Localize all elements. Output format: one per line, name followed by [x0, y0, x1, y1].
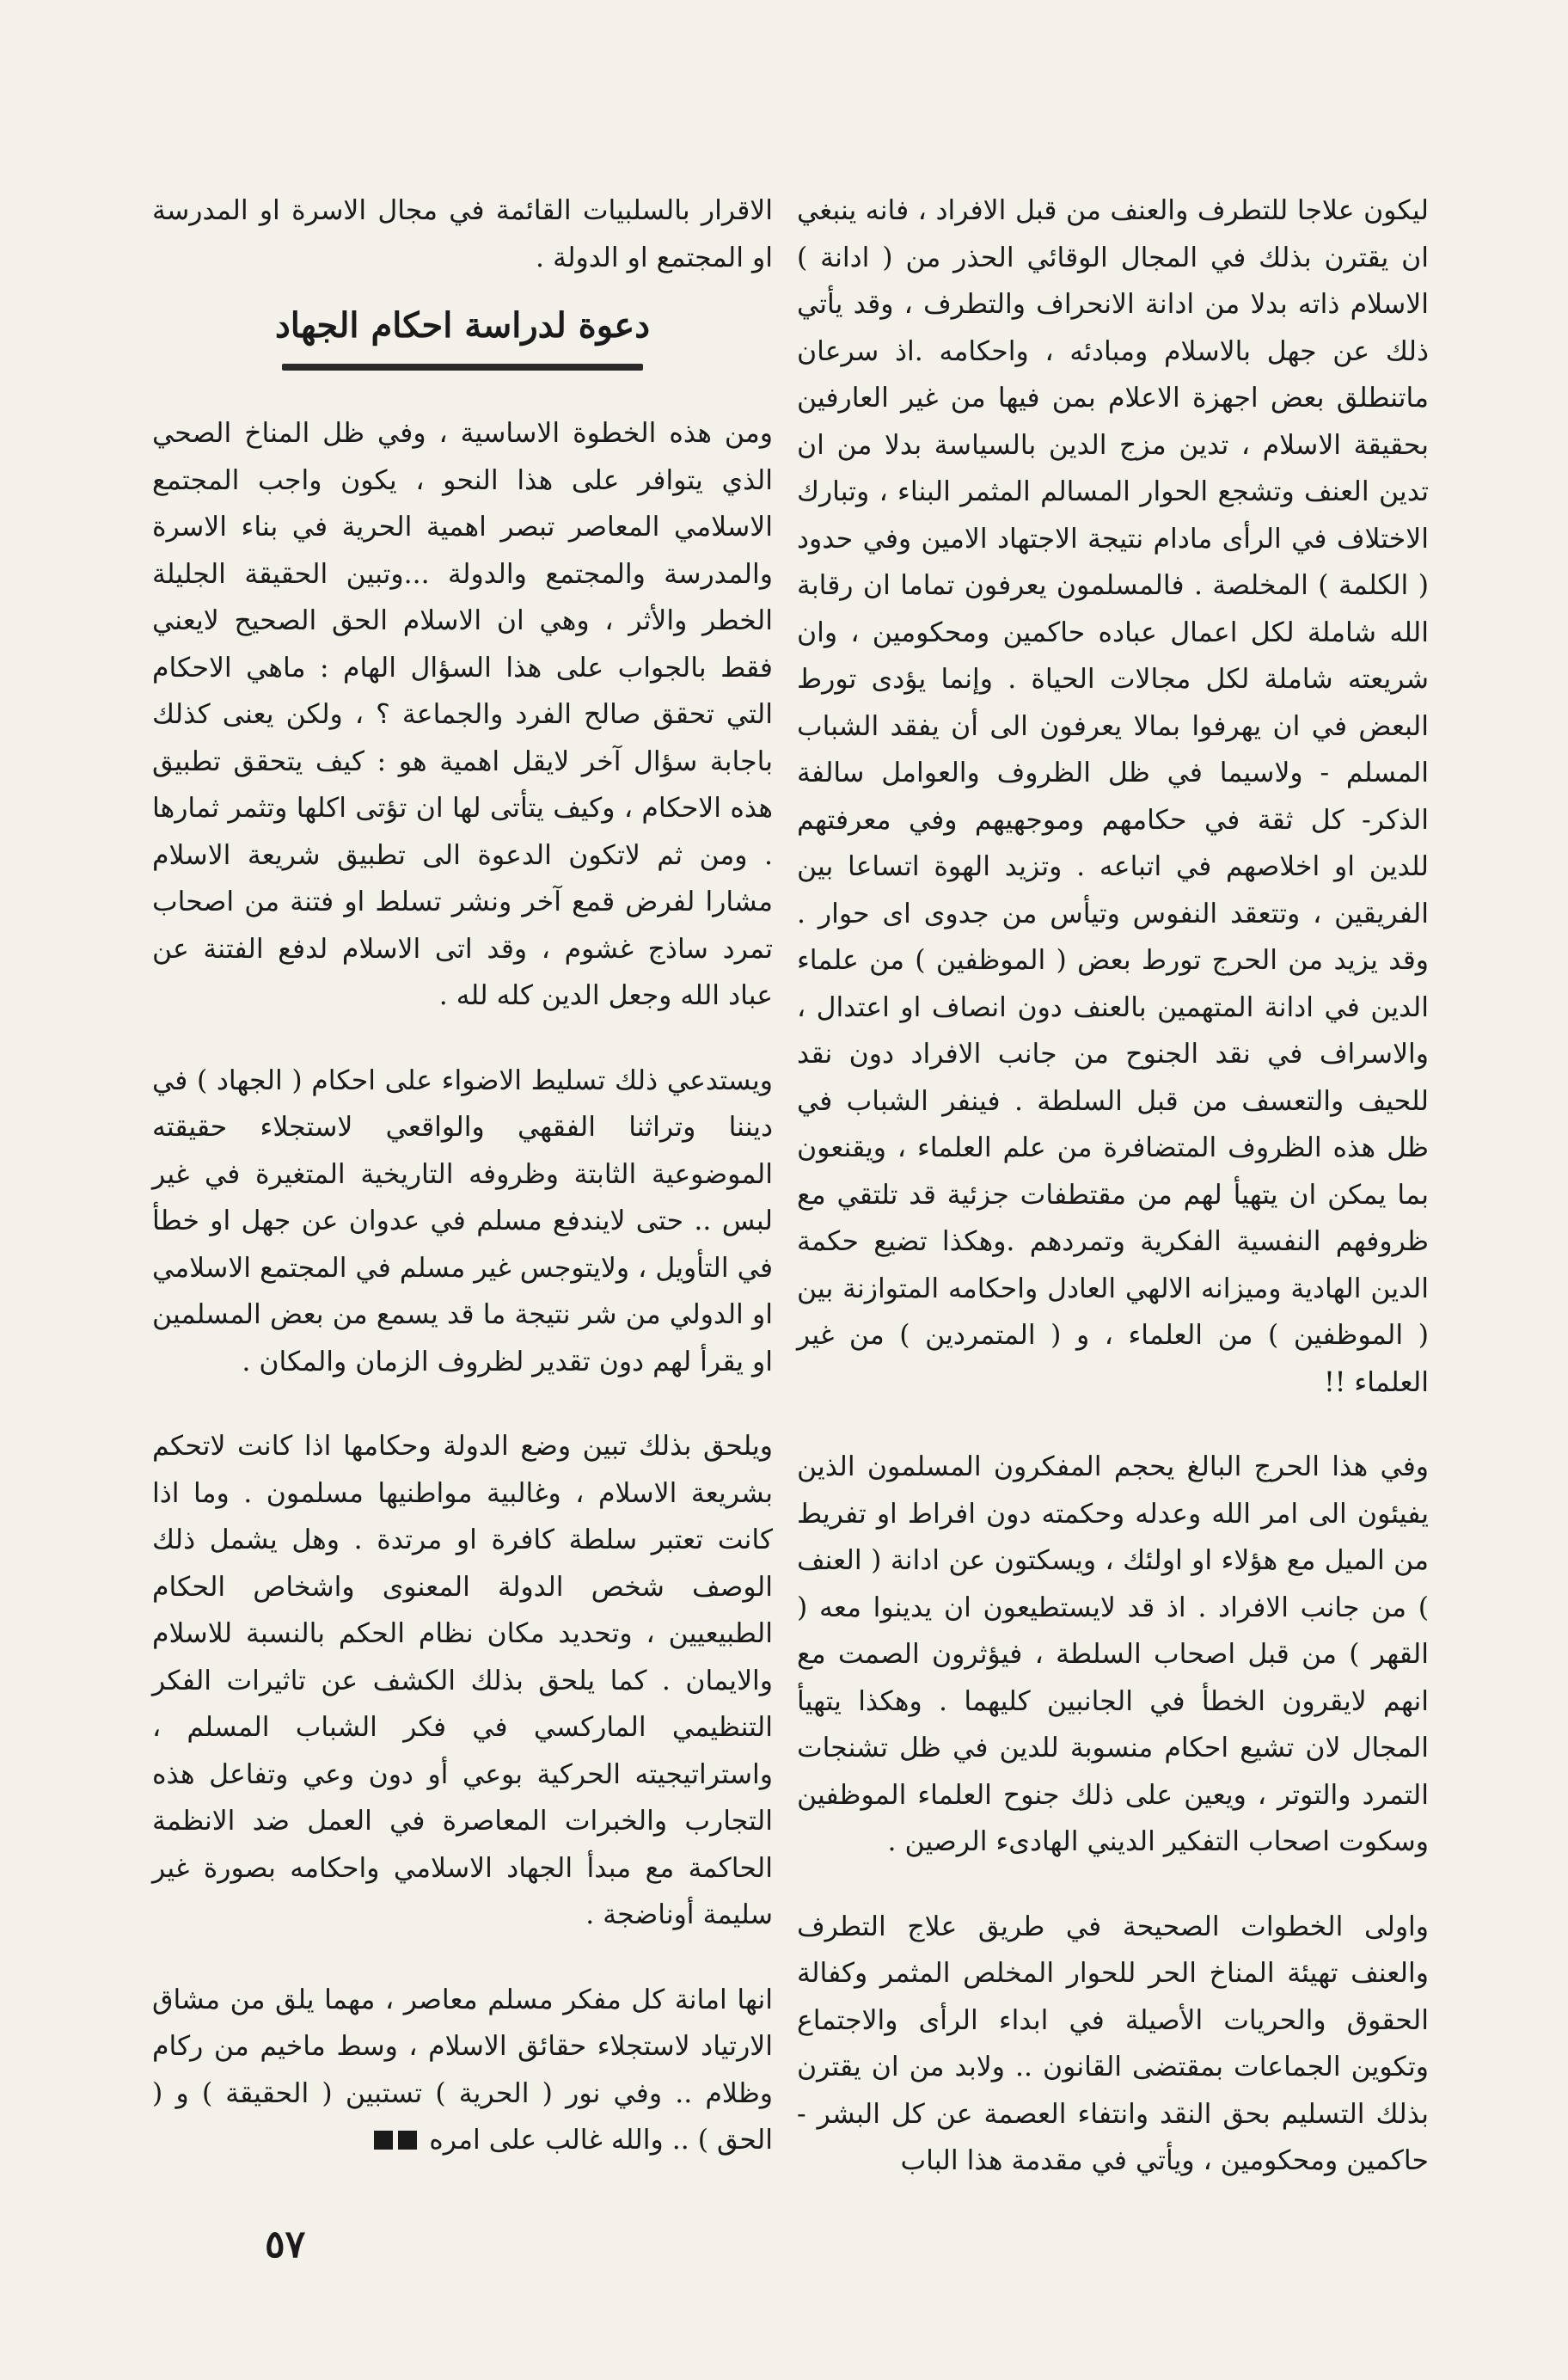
- right-column: [797, 187, 1429, 2185]
- left-paragraph-2: ويستدعي ذلك تسليط الاضواء على احكام ( الجهاد ) في ديننا وتراثنا الفقهي والواقعي لاستجلاء حقيقته الموضوعية الثابتة وظروفه التاريخية المتغيرة في غير لبس .. حتى لايندفع مسلم في عدوان عن جهل او خطأ في التأويل ، ولايتوجس غير مسلم في المجتمع الاسلامي او الدولي من شر نتيجة ما قد يسمع من بعض المسلمين او يقرأ لهم دون تقدير لظروف الزمان والمكان .: [152, 1064, 773, 1377]
- right-paragraph-2: وفي هذا الحرج البالغ يحجم المفكرون المسلمون الذين يفيئون الى امر الله وعدله وحكمته دون افراط او تفريط من الميل مع هؤلاء او اولئك ، ويسكتون عن ادانة ( العنف ) من جانب الافراد . اذ قد لايستطيعون ان يدينوا معه ( القهر ) من قبل اصحاب السلطة ، فيؤثرون الصمت مع انهم لايقرون الخطأ في الجانبين كليهما . وهكذا يتهيأ المجال لان تشيع احكام منسوبة للدين في ظل تشنجات التمرد والتوتر ، ويعين على ذلك جنوح العلماء الموظفين وسكوت اصحاب التفكير الديني الهادىء الرصين .: [797, 1451, 1429, 1857]
- section-heading: دعوة لدراسة احكام الجهاد: [274, 305, 651, 346]
- right-paragraph-3: واولى الخطوات الصحيحة في طريق علاج التطرف والعنف تهيئة المناخ الحر للحوار المخلص المثمر وكفالة الحقوق والحريات الأصيلة في ابداء الرأى والاجتماع وتكوين الجماعات بمقتضى القانون .. ولابد من ان يقترن بذلك التسليم بحق النقد وانتفاء العصمة عن كل البشر - حاكمين ومحكومين ، ويأتي في مقدمة هذا الباب: [797, 1911, 1429, 2176]
- end-of-article-mark: [369, 2118, 417, 2165]
- left-paragraph-1: ومن هذه الخطوة الاساسية ، وفي ظل المناخ الصحي الذي يتوافر على هذا النحو ، يكون واجب المجتمع الاسلامي المعاصر تبصر اهمية الحرية في بناء الاسرة والمدرسة والمجتمع والدولة ...وتبين الحقيقة الجليلة الخطر والأثر ، وهي ان الاسلام الحق الصحيح لايعني فقط بالجواب على هذا السؤال الهام : ماهي الاحكام التي تحقق صالح الفرد والجماعة ؟ ، ولكن يعنى كذلك باجابة سؤال آخر لايقل اهمية هو : كيف يتحقق تطبيق هذه الاحكام ، وكيف يتأتى لها ان تؤتى اكلها وتثمر ثمارها . ومن ثم لاتكون الدعوة الى تطبيق شريعة الاسلام مشارا لفرض قمع آخر ونشر تسلط او فتنة من اصحاب تمرد ساذج غشوم ، وقد اتى الاسلام لدفع الفتنة عن عباد الله وجعل الدين كله لله .: [152, 418, 773, 1011]
- left-paragraph-3: ويلحق بذلك تبين وضع الدولة وحكامها اذا كانت لاتحكم بشريعة الاسلام ، وغالبية مواطنيها مسلمون . وما اذا كانت تعتبر سلطة كافرة او مرتدة . وهل يشمل ذلك الوصف شخص الدولة المعنوى واشخاص الحكام الطبيعيين ، وتحديد مكان نظام الحكم بالنسبة للاسلام والايمان . كما يلحق بذلك الكشف عن تاثيرات الفكر التنظيمي الماركسي في فكر الشباب المسلم ، واستراتيجيته الحركية بوعي أو دون وعي وتفاعل هذه التجارب والخبرات المعاصرة في العمل ضد الانظمة الحاكمة مع مبدأ الجهاد الاسلامي واحكامه بصورة غير سليمة أوناضجة .: [152, 1431, 773, 1930]
- right-paragraph-1: ليكون علاجا للتطرف والعنف من قبل الافراد ، فانه ينبغي ان يقترن بذلك في المجال الوقائي الحذر من ( ادانة ) الاسلام ذاته بدلا من ادانة الانحراف والتطرف ، وقد يأتي ذلك عن جهل بالاسلام ومبادئه ، واحكامه .اذ سرعان ماتنطلق بعض اجهزة الاعلام بمن فيها من غير العارفين بحقيقة الاسلام ، تدين مزج الدين بالسياسة بدلا من ان تدين العنف وتشجع الحوار المسالم المثمر البناء ، وتبارك الاختلاف في الرأى مادام نتيجة الاجتهاد الامين وفي حدود ( الكلمة ) المخلصة . فالمسلمون يعرفون تماما ان رقابة الله شاملة لكل اعمال عباده حاكمين ومحكومين ، وان شريعته شاملة لكل مجالات الحياة . وإنما يؤدى تورط البعض في ان يهرفوا بمالا يعرفون الى أن يفقد الشباب المسلم - ولاسيما في ظل الظروف والعوامل سالفة الذكر- كل ثقة في حكامهم وموجهيهم وفي معرفتهم للدين او اخلاصهم في اتباعه . وتزيد الهوة اتساعا بين الفريقين ، وتتعقد النفوس وتيأس من جدوى اى حوار . وقد يزيد من الحرج تورط بعض ( الموظفين ) من علماء الدين في ادانة المتهمين بالعنف دون انصاف او اعتدال ، والاسراف في نقد الجنوح من جانب الافراد دون نقد للحيف والتعسف من قبل السلطة . فينفر الشباب في ظل هذه الظروف المتضافرة من علم العلماء ، ويقنعون بما يمكن ان يتهيأ لهم من مقتطفات جزئية قد تلتقي مع ظروفهم النفسية الفكرية وتمردهم .وهكذا تضيع حكمة الدين الهادية وميزانه الالهي العادل واحكامه المتوازنة بين ( الموظفين ) من العلماء ، و ( المتمردين ) من غير العلماء !!: [797, 195, 1429, 1398]
- closing-text: انها امانة كل مفكر مسلم معاصر ، مهما يلق من مشاق الارتياد لاستجلاء حقائق الاسلام ، وسط ماخيم من ركام وظلام .. وفي نور ( الحرية ) تستبين ( الحقيقة ) و ( الحق ) .. والله غالب على امره: [152, 1984, 773, 2156]
- left-intro-paragraph: الاقرار بالسلبيات القائمة في مجال الاسرة او المدرسة او المجتمع او الدولة .: [152, 195, 773, 273]
- page-number: ٥٧: [265, 2223, 306, 2267]
- heading-underline: [282, 364, 643, 371]
- left-column: [152, 187, 773, 2165]
- left-paragraph-4: [152, 1977, 773, 2165]
